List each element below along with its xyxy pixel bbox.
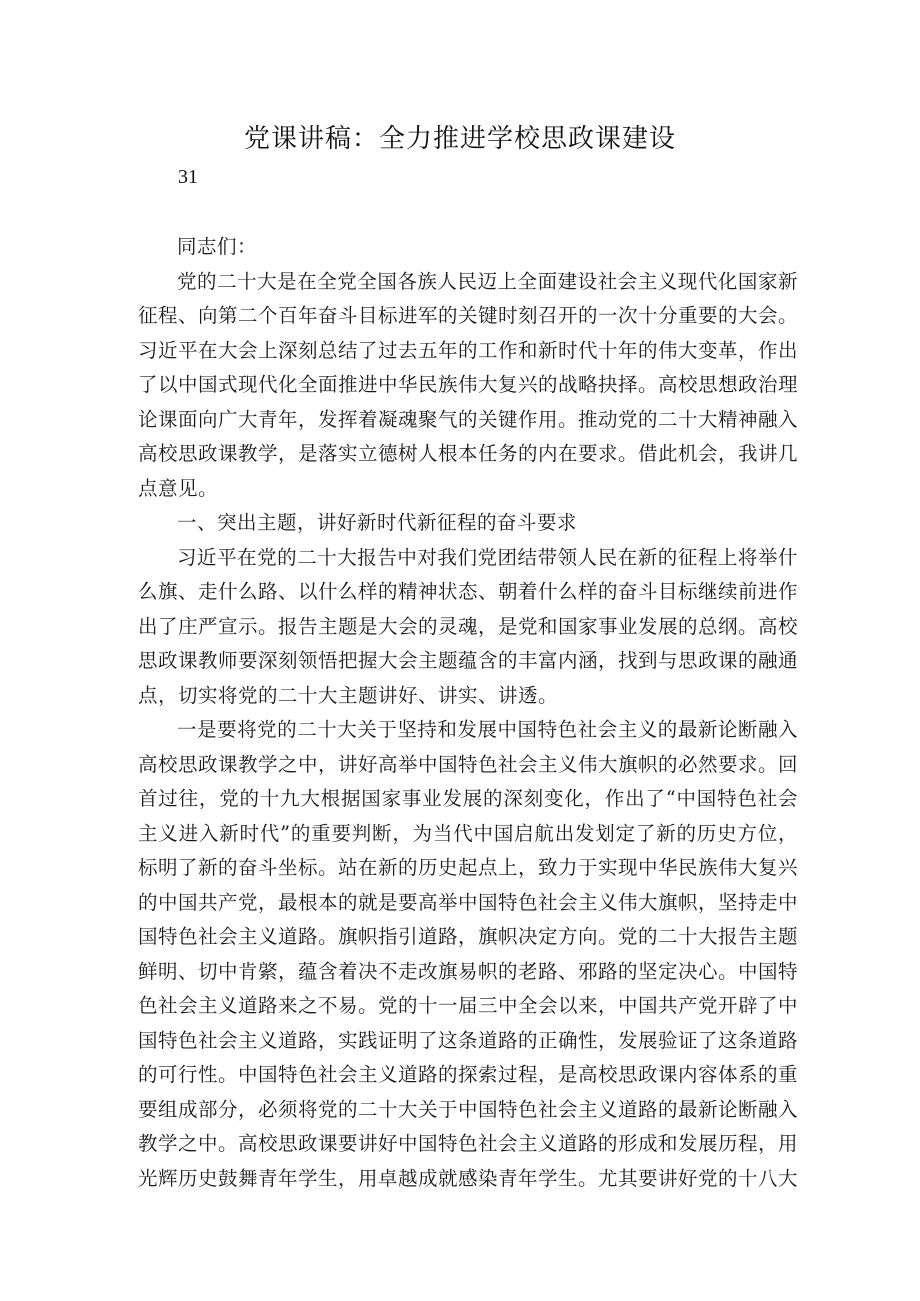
paragraph: 一是要将党的二十大关于坚持和发展中国特色社会主义的最新论断融入高校思政课教学之中，讲好高举中国特色社会主义伟大旗帜的必然要求。回首过往，党的十九大根据国家事业发展的深刻变化，作出了“中国特色社会主义进入新时代”的重要判断，为当代中国启航出发划定了新的历史方位，标明了新的奋斗坐标。站在新的历史起点上，致力于实现中华民族伟大复兴的中国共产党，最根本的就是要高举中国特色社会主义伟大旗帜，坚持走中国特色社会主义道路。旗帜指引道路，旗帜决定方向。党的二十大报告主题鲜明、切中肯綮，蕴含着决不走改旗易帜的老路、邪路的坚定决心。中国特色社会主义道路来之不易。党的十一届三中全会以来，中国共产党开辟了中国特色社会主义道路，实践证明了这条道路的正确性，发展验证了这条道路的可行性。中国特色社会主义道路的探索过程，是高校思政课内容体系的重要组成部分，必须将党的二十大关于中国特色社会主义道路的最新论断融入教学之中。高校思政课要讲好中国特色社会主义道路的形成和发展历程，用光辉历史鼓舞青年学生，用卓越成就感染青年学生。尤其要讲好党的十八大 <box>138 718 799 1190</box>
page-number: 31 <box>178 166 198 188</box>
document-body <box>138 230 798 1196</box>
paragraph: 党的二十大是在全党全国各族人民迈上全面建设社会主义现代化国家新征程、向第二个百年奋斗目标进军的关键时刻召开的一次十分重要的大会。习近平在大会上深刻总结了过去五年的工作和新时代十年的伟大变革，作出了以中国式现代化全面推进中华民族伟大复兴的战略抉择。高校思想政治理论课面向广大青年，发挥着凝魂聚气的关键作用。推动党的二十大精神融入高校思政课教学，是落实立德树人根本任务的内在要求。借此机会，我讲几点意见。 <box>138 269 799 500</box>
document-title: 党课讲稿：全力推进学校思政课建设 <box>243 124 676 154</box>
section-heading: 一、突出主题，讲好新时代新征程的奋斗要求 <box>177 511 578 534</box>
salutation: 同志们： <box>177 235 258 258</box>
paragraph: 习近平在党的二十大报告中对我们党团结带领人民在新的征程上将举什么旗、走什么路、以什么样的精神状态、朝着什么样的奋斗目标继续前进作出了庄严宣示。报告主题是大会的灵魂，是党和国家事业发展的总纲。高校思政课教师要深刻领悟把握大会主题蕴含的丰富内涵，找到与思政课的融通点，切实将党的二十大主题讲好、讲实、讲透。 <box>138 545 799 707</box>
